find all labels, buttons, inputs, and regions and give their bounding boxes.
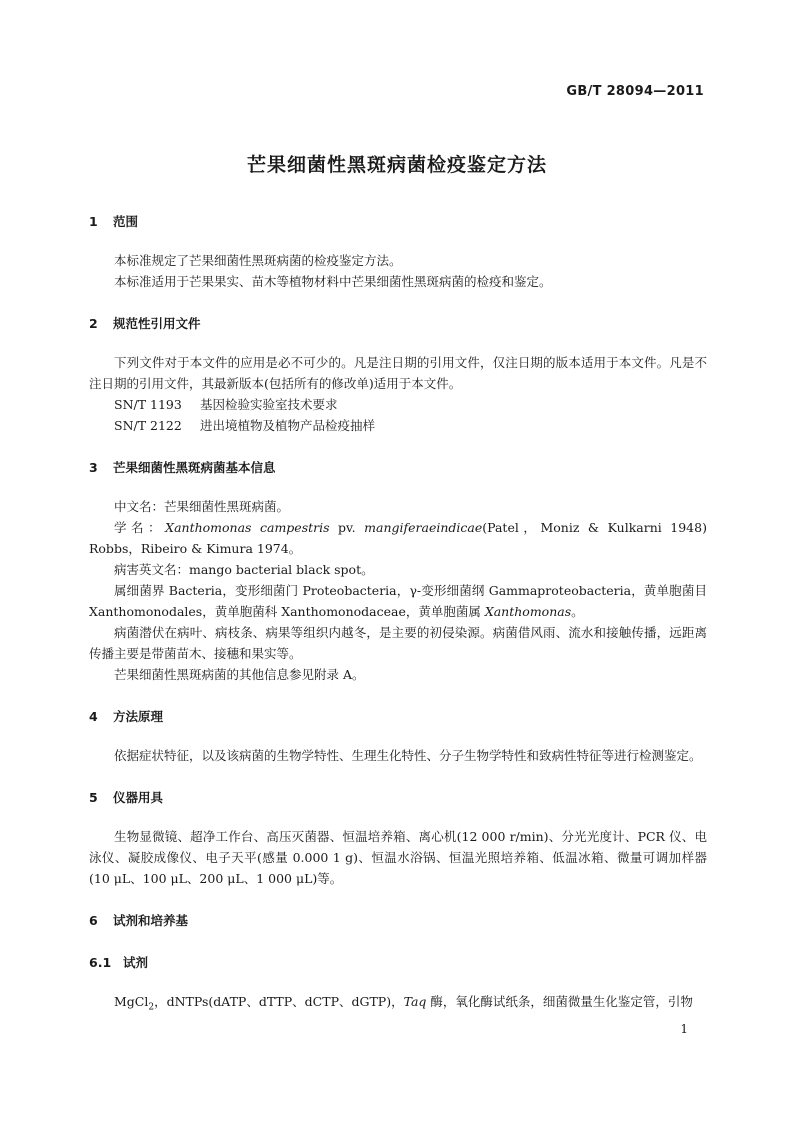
section-heading <box>89 314 707 334</box>
sci-genus: Xanthomonas campestris <box>165 520 330 535</box>
section-number: 2 <box>89 316 98 331</box>
document-title: 芒果细菌性黑斑病菌检疫鉴定方法 <box>246 154 547 176</box>
section-number: 3 <box>89 460 98 475</box>
taxonomy-genus: Xanthomonas <box>484 604 572 619</box>
section-title: 范围 <box>113 214 139 229</box>
section-number: 5 <box>89 790 98 805</box>
reference-name: 基因检验实验室技术要求 <box>200 397 338 412</box>
section-heading <box>89 458 707 478</box>
section-heading <box>89 788 707 808</box>
standard-number: GB/T 28094—2011 <box>566 84 704 99</box>
reference-item <box>89 394 707 415</box>
document-body <box>89 212 707 1019</box>
section-heading <box>89 911 707 931</box>
subscript: 2 <box>148 1002 155 1013</box>
subsection-title: 试剂 <box>123 955 149 970</box>
reference-item <box>89 415 707 436</box>
section-number: 6 <box>89 913 98 928</box>
taxonomy-end: 。 <box>571 604 584 619</box>
section-heading <box>89 212 707 232</box>
reference-code: SN/T 2122 <box>114 418 182 433</box>
section-heading <box>89 707 707 727</box>
sci-prefix: 学名： <box>114 520 166 535</box>
section-title: 规范性引用文件 <box>113 316 201 331</box>
paragraph: 下列文件对于本文件的应用是必不可少的。凡是注日期的引用文件，仅注日期的版本适用于本文件。凡是不注日期的引用文件，其最新版本(包括所有的修改单)适用于本文件。 <box>89 355 707 391</box>
paragraph-reagents <box>89 991 707 1019</box>
taxonomy-text: 属细菌界 Bacteria，变形细菌门 Proteobacteria，γ-变形细菌纲 Gammaproteobacteria，黄单胞菌目 Xanthomonodales，黄单胞菌科 Xanthomonodaceae，黄单胞菌属 <box>89 583 707 619</box>
reagent-taq: Taq <box>403 994 427 1009</box>
subsection-number: 6.1 <box>89 955 112 970</box>
paragraph-taxonomy <box>89 580 707 622</box>
paragraph-chinese-name: 中文名：芒果细菌性黑斑病菌。 <box>114 499 290 514</box>
section-title: 芒果细菌性黑斑病菌基本信息 <box>113 460 276 475</box>
paragraph: 生物显微镜、超净工作台、高压灭菌器、恒温培养箱、离心机(12 000 r/min)、分光光度计、PCR 仪、电泳仪、凝胶成像仪、电子天平(感量 0.000 1 g)、恒温水浴锅、恒温光照培养箱、低温冰箱、微量可调加样器(10 μL、100 μL、200 μL、1 000 μL)等。 <box>89 829 707 886</box>
section-title: 方法原理 <box>113 709 164 724</box>
paragraph-english-name: 病害英文名：mango bacterial black spot。 <box>114 562 374 577</box>
paragraph: 本标准适用于芒果果实、苗木等植物材料中芒果细菌性黑斑病菌的检疫和鉴定。 <box>114 274 552 289</box>
section-number: 4 <box>89 709 98 724</box>
section-title: 试剂和培养基 <box>113 913 189 928</box>
paragraph-spread: 病菌潜伏在病叶、病枝条、病果等组织内越冬，是主要的初侵染源。病菌借风雨、流水和接触传播，远距离传播主要是带菌苗木、接穗和果实等。 <box>89 625 707 661</box>
subsection-heading <box>89 953 707 973</box>
paragraph-other-info: 芒果细菌性黑斑病菌的其他信息参见附录 A。 <box>114 667 365 682</box>
reagent-mgcl: MgCl <box>114 994 149 1009</box>
reference-code: SN/T 1193 <box>114 397 182 412</box>
sci-epithet: mangiferaeindicae <box>364 520 483 535</box>
sci-authors: (Patel，Moniz & Kulkarni 1948) Robbs，Ribeiro & Kimura 1974。 <box>89 520 707 556</box>
section-number: 1 <box>89 214 98 229</box>
sci-pv: pv. <box>329 520 365 535</box>
page-number: 1 <box>680 1022 688 1036</box>
paragraph: 依据症状特征，以及该病菌的生物学特性、生理生化特性、分子生物学特性和致病性特征等进行检测鉴定。 <box>114 748 702 763</box>
paragraph: 本标准规定了芒果细菌性黑斑病菌的检疫鉴定方法。 <box>114 253 402 268</box>
section-title: 仪器用具 <box>113 790 164 805</box>
reagent-dntps: ，dNTPs(dATP、dTTP、dCTP、dGTP)， <box>154 994 404 1009</box>
paragraph-scientific-name <box>89 517 707 559</box>
reagent-rest: 酶，氧化酶试纸条，细菌微量生化鉴定管，引物 <box>426 994 693 1009</box>
reference-name: 进出境植物及植物产品检疫抽样 <box>200 418 376 433</box>
